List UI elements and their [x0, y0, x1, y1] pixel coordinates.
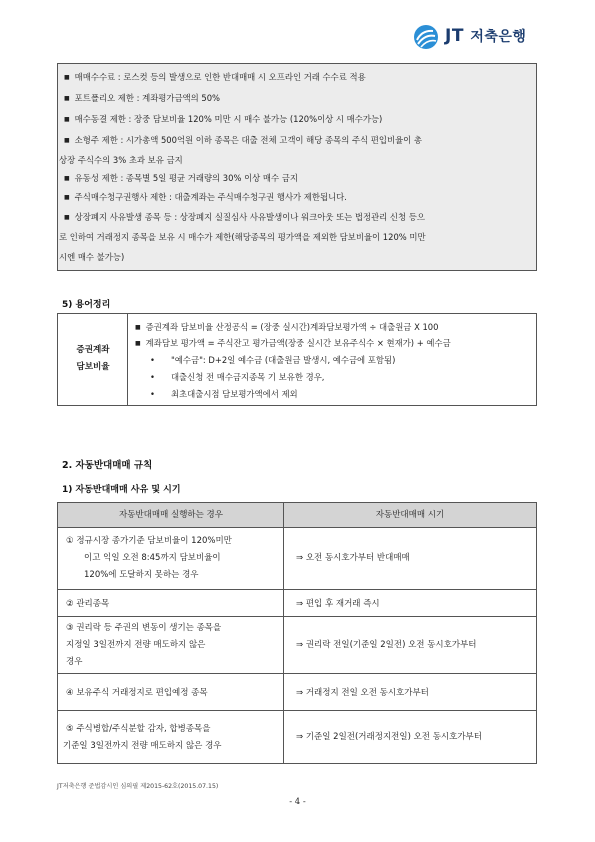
case-cell [58, 590, 284, 616]
restriction-item-cont: 상장 주식수의 3% 초과 보유 금지 [59, 155, 183, 165]
case-cell [58, 617, 284, 673]
rule-table-row [57, 710, 537, 764]
compliance-note: JT저축은행 준법감시인 심의필 제2015-62호(2015.07.15) [57, 783, 219, 790]
timing-cell [284, 590, 536, 616]
glossary-term-line2: 담보비율 [76, 362, 110, 372]
glossary-title: 5) 용어정리 [62, 300, 111, 310]
timing-cell [284, 528, 536, 589]
glossary-line: • 대출신청 전 매수금지종목 기 보유한 경우, [150, 372, 325, 382]
logo-swirl-icon [413, 24, 439, 50]
case-cell [58, 674, 284, 710]
logo-text [445, 26, 526, 46]
case-cell [58, 528, 284, 589]
restriction-item: ■ 매수동결 제한 : 장중 담보비율 120% 미만 시 매수 불가능 (120%이상 시 매수가능) [64, 114, 383, 124]
glossary-line: • 최초대출시점 담보평가액에서 제외 [150, 389, 298, 399]
section-title: 2. 자동반대매매 규칙 [62, 460, 153, 471]
restriction-item: ■ 매매수수료 : 로스컷 등의 발생으로 인한 반대매매 시 오프라인 거래 수수료 적용 [64, 72, 366, 82]
case-line: ① 정규시장 종가기준 담보비율이 120%미만 [66, 536, 232, 546]
timing-text: ⇒ 거래정지 전일 오전 동시호가부터 [296, 688, 429, 698]
restriction-item: ■ 상장폐지 사유발생 종목 등 : 상장폐지 실질심사 사유발생이나 워크아웃 또는 법정관리 신청 등으 [64, 212, 425, 222]
case-line: 이고 익일 오전 8:45까지 담보비율이 [84, 553, 221, 563]
timing-text: ⇒ 권리락 전일(기준일 2일전) 오전 동시호가부터 [296, 640, 477, 650]
col-header-timing: 자동반대매매 시기 [375, 510, 445, 520]
timing-text: ⇒ 기준일 2일전(거래정지전일) 오전 동시호가부터 [296, 732, 482, 742]
timing-text: ⇒ 오전 동시호가부터 반대매매 [296, 553, 410, 563]
case-cell [58, 711, 284, 763]
glossary-line: • "예수금": D+2일 예수금 (대출원금 발생시, 예수금에 포함됨) [150, 355, 396, 365]
glossary-term-cell [58, 314, 128, 405]
restrictions-box [57, 63, 537, 271]
case-line: 120%에 도달하지 못하는 경우 [84, 570, 199, 580]
glossary-line: ■ 계좌담보 평가액 = 주식잔고 평가금액(장중 실시간 보유주식수 × 현재가) + 예수금 [135, 338, 451, 348]
logo-kr: 저축은행 [470, 29, 527, 45]
case-line: 기준일 3일전까지 전량 매도하지 않은 경우 [63, 741, 222, 751]
restriction-item-cont: 시엔 매수 불가능) [59, 252, 125, 262]
restriction-item: ■ 유동성 제한 : 종목별 5일 평균 거래량의 30% 이상 매수 금지 [64, 173, 298, 183]
restriction-item-cont: 로 인하여 거래정지 종목을 보유 시 매수가 제한(해당종목의 평가액을 제외한 담보비율이 120% 미만 [59, 232, 426, 242]
rule-table-row [57, 673, 537, 711]
header-cell-timing [284, 503, 536, 527]
rule-table-row [57, 527, 537, 590]
timing-cell [284, 617, 536, 673]
restriction-item: ■ 소형주 제한 : 시가총액 500억원 이하 종목은 대출 전체 고객이 해당 종목의 주식 편입비율이 총 [64, 135, 422, 145]
case-line: 경우 [66, 657, 83, 667]
case-line: ⑤ 주식병합/주식분할 감자, 합병종목을 [66, 724, 211, 734]
restriction-item: ■ 주식매수청구권행사 제한 : 대출계좌는 주식매수청구권 행사가 제한됩니다. [64, 192, 347, 202]
header-cell-case [58, 503, 284, 527]
timing-cell [284, 674, 536, 710]
restriction-item: ■ 포트폴리오 제한 : 계좌평가금액의 50% [64, 93, 221, 103]
glossary-term-line1: 증권계좌 [76, 345, 110, 355]
rule-table-row [57, 616, 537, 674]
logo-en: JT [445, 26, 464, 46]
case-line: 지정일 3일전까지 전량 매도하지 않은 [66, 640, 206, 650]
rule-table-header [57, 502, 537, 528]
glossary-line: ■ 증권계좌 담보비율 산정공식 = (장중 실시간)계좌담보평가액 ÷ 대출원금 X 100 [135, 322, 439, 332]
rule-table-row [57, 589, 537, 617]
timing-text: ⇒ 편입 후 재거래 즉시 [296, 599, 380, 609]
col-header-case: 자동반대매매 실행하는 경우 [119, 510, 223, 520]
timing-cell [284, 711, 536, 763]
section-subtitle: 1) 자동반대매매 사유 및 시기 [62, 485, 181, 495]
case-line: ② 관리종목 [66, 599, 110, 609]
case-line: ④ 보유주식 거래정지로 편입예정 종목 [66, 688, 208, 698]
glossary-table [57, 313, 537, 406]
case-line: ③ 권리락 등 주권의 변동이 생기는 종목을 [66, 623, 222, 633]
page-number: - 4 - [289, 797, 306, 807]
company-logo [413, 22, 543, 52]
